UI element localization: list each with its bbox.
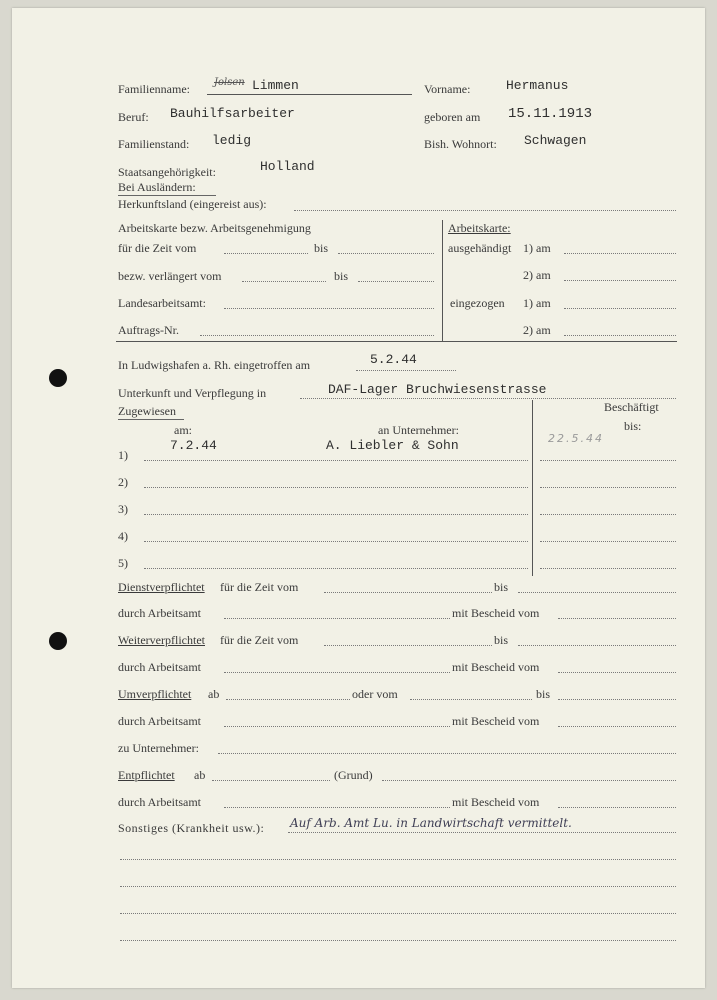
verlaengert-label: bezw. verlängert vom: [118, 269, 222, 283]
verlaengert-line: [242, 281, 326, 282]
eingezogen-am2-line: [564, 335, 676, 336]
zugewiesen-row-line-3: [144, 514, 528, 515]
landesamt-label: Landesarbeitsamt:: [118, 296, 206, 310]
zugewiesen-am-label: am:: [174, 423, 192, 437]
entpf-ab-line: [212, 780, 330, 781]
geboren-value: 15.11.1913: [508, 106, 593, 122]
zugewiesen-row1-unternehmer: A. Liebler & Sohn: [326, 438, 459, 453]
familienname-struck-value: Jolsen: [214, 77, 245, 88]
umver-ab-line: [226, 699, 350, 700]
entpf-grund-label: (Grund): [334, 768, 373, 782]
ausgehaendigt-am1-label: 1) am: [523, 241, 551, 255]
ausgehaendigt-am2-line: [564, 280, 676, 281]
zugewiesen-row-label-2: 2): [118, 475, 128, 489]
zugewiesen-heading: Zugewiesen: [118, 404, 176, 418]
vorname-value: Hermanus: [506, 78, 569, 93]
form-sheet: [12, 8, 705, 988]
entpf-ab-label: ab: [194, 768, 206, 782]
zugewiesen-row-line-1: [144, 460, 528, 461]
ausgehaendigt-am1-line: [564, 253, 676, 254]
weiter-zeit-label: für die Zeit vom: [220, 633, 299, 647]
weiter-label: Weiterverpflichtet: [118, 633, 205, 647]
zugewiesen-underline: [118, 419, 184, 420]
umver-bescheid-line: [558, 726, 676, 727]
zugewiesen-row-bis-line-5: [540, 568, 676, 569]
entpf-arbeitsamt-label: durch Arbeitsamt: [118, 795, 201, 809]
beschaeftigt-bis-label: bis:: [624, 419, 642, 433]
zugewiesen-row-label-3: 3): [118, 502, 128, 516]
zu-unternehmer-label: zu Unternehmer:: [118, 741, 199, 755]
zugewiesen-row-line-2: [144, 487, 528, 488]
eingetroffen-label: In Ludwigshafen a. Rh. eingetroffen am: [118, 358, 311, 372]
zeit-vom-line: [224, 253, 308, 254]
zugewiesen-row1-bis: 22.5.44: [548, 432, 604, 445]
auslaender-bottom-rule: [116, 341, 677, 342]
weiter-bescheid-line: [558, 672, 676, 673]
zugewiesen-row-bis-line-1: [540, 460, 676, 461]
zugewiesen-row1-am: 7.2.44: [170, 438, 217, 453]
beruf-value: Bauhilfsarbeiter: [170, 106, 295, 121]
sonstiges-value: Auf Arb. Amt Lu. in Landwirtschaft vermittelt.: [290, 816, 572, 830]
eingezogen-am1-line: [564, 308, 676, 309]
wohnort-value: Schwagen: [524, 133, 587, 148]
staat-value: Holland: [260, 159, 315, 174]
zugewiesen-row-bis-line-3: [540, 514, 676, 515]
punch-hole-top: [49, 369, 67, 387]
familienstand-value: ledig: [212, 133, 252, 148]
umver-bis-label: bis: [536, 687, 551, 701]
sonstiges-label: Sonstiges (Krankheit usw.):: [118, 821, 265, 835]
weiter-arbeitsamt-label: durch Arbeitsamt: [118, 660, 201, 674]
zugewiesen-row-line-4: [144, 541, 528, 542]
auslaender-heading-underline: [118, 195, 216, 196]
landesamt-line: [224, 308, 434, 309]
familienstand-label: Familienstand:: [118, 137, 190, 151]
arbeitskarte-genehmigung-label: Arbeitskarte bezw. Arbeitsgenehmigung: [118, 221, 311, 235]
dienst-zeit-label: für die Zeit vom: [220, 580, 299, 594]
zugewiesen-divider: [532, 400, 533, 576]
dienst-bis-label: bis: [494, 580, 509, 594]
zugewiesen-row-line-5: [144, 568, 528, 569]
umver-label: Umverpflichtet: [118, 687, 192, 701]
unterkunft-value: DAF-Lager Bruchwiesenstrasse: [328, 382, 547, 397]
eingetroffen-value: 5.2.44: [370, 352, 417, 367]
zu-unternehmer-line: [218, 753, 676, 754]
herkunft-label: Herkunftsland (eingereist aus):: [118, 197, 267, 211]
auslaender-heading: Bei Ausländern:: [118, 180, 196, 194]
umver-oder-label: oder vom: [352, 687, 398, 701]
beschaeftigt-label: Beschäftigt: [604, 400, 659, 414]
familienname-label: Familienname:: [118, 82, 190, 96]
zugewiesen-row-label-5: 5): [118, 556, 128, 570]
verlaengert-bis-label: bis: [334, 269, 349, 283]
auftrag-label: Auftrags-Nr.: [118, 323, 179, 337]
eingezogen-am1-label: 1) am: [523, 296, 551, 310]
entpf-bescheid-line: [558, 807, 676, 808]
entpf-bescheid-label: mit Bescheid vom: [452, 795, 540, 809]
staat-label: Staatsangehörigkeit:: [118, 165, 216, 179]
umver-bescheid-label: mit Bescheid vom: [452, 714, 540, 728]
unterkunft-label: Unterkunft und Verpflegung in: [118, 386, 267, 400]
eingezogen-label: eingezogen: [450, 296, 505, 310]
eingezogen-am2-label: 2) am: [523, 323, 551, 337]
geboren-label: geboren am: [424, 110, 481, 124]
umver-arbeitsamt-line: [224, 726, 450, 727]
zugewiesen-row-bis-line-2: [540, 487, 676, 488]
weiter-bis-label: bis: [494, 633, 509, 647]
sonstiges-line-5: [120, 940, 676, 941]
dienst-arbeitsamt-line: [224, 618, 450, 619]
sonstiges-line-1: [288, 832, 676, 833]
weiter-bis-line: [518, 645, 676, 646]
entpf-label: Entpflichtet: [118, 768, 175, 782]
vorname-label: Vorname:: [424, 82, 471, 96]
zeit-vom-label: für die Zeit vom: [118, 241, 197, 255]
entpf-arbeitsamt-line: [224, 807, 450, 808]
umver-oder-line: [410, 699, 532, 700]
beruf-label: Beruf:: [118, 110, 149, 124]
zeit-bis-label: bis: [314, 241, 329, 255]
zugewiesen-row-label-1: 1): [118, 448, 128, 462]
arbeitskarte-heading: Arbeitskarte:: [448, 221, 511, 235]
familienname-line: [207, 94, 412, 95]
arbeitskarte-divider: [442, 220, 443, 342]
auftrag-line: [200, 335, 434, 336]
herkunft-line: [294, 210, 676, 211]
zugewiesen-unternehmer-label: an Unternehmer:: [378, 423, 459, 437]
zugewiesen-row-bis-line-4: [540, 541, 676, 542]
dienst-arbeitsamt-label: durch Arbeitsamt: [118, 606, 201, 620]
umver-arbeitsamt-label: durch Arbeitsamt: [118, 714, 201, 728]
weiter-zeit-line: [324, 645, 492, 646]
dienst-zeit-line: [324, 592, 492, 593]
familienname-value: Limmen: [252, 78, 299, 93]
verlaengert-bis-line: [358, 281, 434, 282]
zugewiesen-row-label-4: 4): [118, 529, 128, 543]
dienst-label: Dienstverpflichtet: [118, 580, 205, 594]
umver-ab-label: ab: [208, 687, 220, 701]
umver-bis-line: [558, 699, 676, 700]
entpf-grund-line: [382, 780, 676, 781]
unterkunft-line: [300, 398, 676, 399]
weiter-bescheid-label: mit Bescheid vom: [452, 660, 540, 674]
dienst-bescheid-line: [558, 618, 676, 619]
sonstiges-line-2: [120, 859, 676, 860]
weiter-arbeitsamt-line: [224, 672, 450, 673]
wohnort-label: Bish. Wohnort:: [424, 137, 497, 151]
sonstiges-line-4: [120, 913, 676, 914]
zeit-bis-line: [338, 253, 434, 254]
ausgehaendigt-label: ausgehändigt: [448, 241, 512, 255]
dienst-bescheid-label: mit Bescheid vom: [452, 606, 540, 620]
punch-hole-bottom: [49, 632, 67, 650]
ausgehaendigt-am2-label: 2) am: [523, 268, 551, 282]
dienst-bis-line: [518, 592, 676, 593]
eingetroffen-line: [356, 370, 456, 371]
sonstiges-line-3: [120, 886, 676, 887]
